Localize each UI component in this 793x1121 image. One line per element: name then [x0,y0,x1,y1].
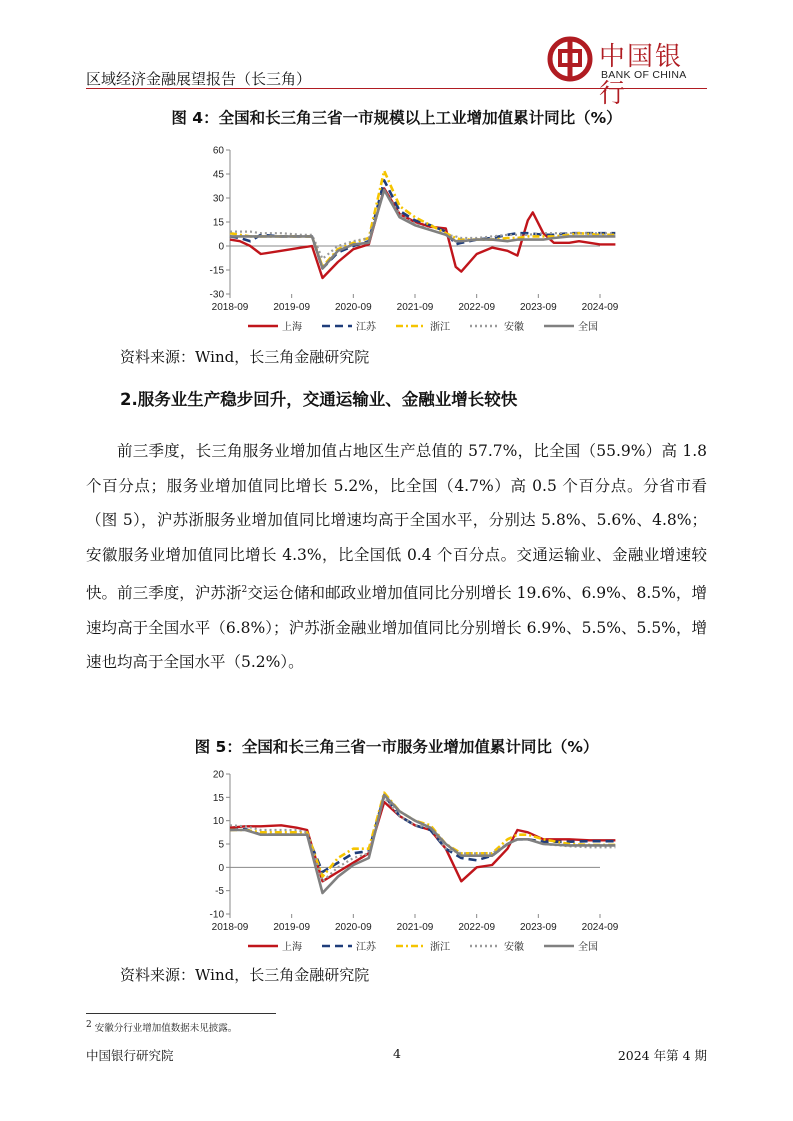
y-tick-label: 5 [218,839,224,851]
figure-5-source: 资料来源：Wind，长三角金融研究院 [120,966,370,984]
y-tick-label: -5 [215,886,224,898]
x-tick-label: 2018-09 [211,922,249,933]
x-tick-label: 2019-09 [273,922,311,933]
footnote-number: 2 [86,1020,92,1030]
section-paragraph [86,434,707,680]
series-line-national [230,795,615,893]
y-tick-label: 20 [212,769,224,781]
footnote-text: 安徽分行业增加值数据未见披露。 [94,1023,238,1035]
legend-item-anhui [470,320,524,333]
y-tick-label: 0 [218,241,224,253]
series-line-shanghai [230,188,615,278]
footnote-divider [86,1013,276,1014]
footnote [86,1020,237,1034]
legend-label: 全国 [578,942,598,953]
x-tick-label: 2023-09 [519,302,557,313]
x-tick-label: 2024-09 [581,302,619,313]
legend-item-zhejiang [396,940,450,953]
y-tick-label: 30 [212,193,224,205]
x-tick-label: 2022-09 [458,922,496,933]
x-tick-label: 2020-09 [334,922,372,933]
footer-publisher: 中国银行研究院 [86,1048,174,1063]
y-tick-label: 0 [218,862,224,874]
legend-label: 全国 [578,322,598,333]
legend-label: 浙江 [430,942,450,953]
x-tick-label: 2023-09 [519,922,557,933]
series-line-national [230,190,615,268]
header-divider [86,88,707,89]
logo-english-name: BANK OF CHINA [601,69,687,81]
logo-chinese-name: 中国银行 [599,42,684,109]
figure-4-chart [190,140,620,340]
report-title: 区域经济金融展望报告（长三角） [86,70,312,88]
x-tick-label: 2018-09 [211,302,249,313]
y-tick-label: 10 [212,816,224,828]
y-tick-label: 15 [212,217,224,229]
footer-issue: 2024 年第 4 期 [617,1048,707,1063]
x-tick-label: 2019-09 [273,302,311,313]
y-tick-label: 45 [212,169,224,181]
y-tick-label: 15 [212,792,224,804]
legend-item-shanghai [248,940,302,953]
bank-logo [547,36,707,109]
y-tick-label: -30 [209,289,224,301]
y-tick-label: -10 [209,909,224,921]
footnote-ref[interactable]: 2 [241,584,248,595]
x-tick-label: 2021-09 [396,922,434,933]
legend-label: 安徽 [504,322,524,333]
paragraph-text-cont: 交运仓储和邮政业增加值同比分别增长 19.6%、6.9%、8.5%，增速均高于全国水平（6.8%）；沪苏浙金融业增加值同比分别增长 6.9%、5.5%、5.5%，增速也均高于全国水平（5.2%）。 [86,583,707,672]
legend-label: 江苏 [356,322,376,333]
x-tick-label: 2021-09 [396,302,434,313]
paragraph-text: 前三季度，长三角服务业增加值占地区生产总值的 57.7%，比全国（55.9%）高 1.8 个百分点；服务业增加值同比增长 5.2%，比全国（4.7%）高 0.5 个百分点。分省市看（图 5），沪苏浙服务业增加值同比增速均高于全国水平，分别达 5.8%、5.6%、4.8%；安徽服务业增加值同比增长 4.3%，比全国低 0.4 个百分点。交通运输业、金融业增速较快。前三季度，沪苏浙 [86,442,707,602]
legend-label: 安徽 [504,942,524,953]
section-heading: 2.服务业生产稳步回升，交通运输业、金融业增长较快 [120,390,518,409]
x-tick-label: 2022-09 [458,302,496,313]
legend-item-shanghai [248,320,302,333]
figure-5-chart [190,764,620,960]
legend-label: 上海 [282,942,302,953]
x-tick-label: 2024-09 [581,922,619,933]
y-tick-label: -15 [209,265,224,277]
figure-4-title: 图 4：全国和长三角三省一市规模以上工业增加值累计同比（%） [171,109,622,127]
figure-5-title: 图 5：全国和长三角三省一市服务业增加值累计同比（%） [194,738,599,756]
legend-label: 浙江 [430,322,450,333]
legend-item-national [544,320,598,333]
bank-of-china-emblem-icon [547,36,593,82]
figure-4-source: 资料来源：Wind，长三角金融研究院 [120,348,370,366]
legend-item-national [544,940,598,953]
legend-item-zhejiang [396,320,450,333]
legend-label: 江苏 [356,942,376,953]
y-tick-label: 60 [212,145,224,157]
legend-item-jiangsu [322,940,377,953]
legend-item-jiangsu [322,320,377,333]
legend-item-anhui [470,940,524,953]
page-number: 4 [393,1046,401,1061]
series-line-zhejiang [230,171,615,267]
x-tick-label: 2020-09 [334,302,372,313]
legend-label: 上海 [282,322,302,333]
